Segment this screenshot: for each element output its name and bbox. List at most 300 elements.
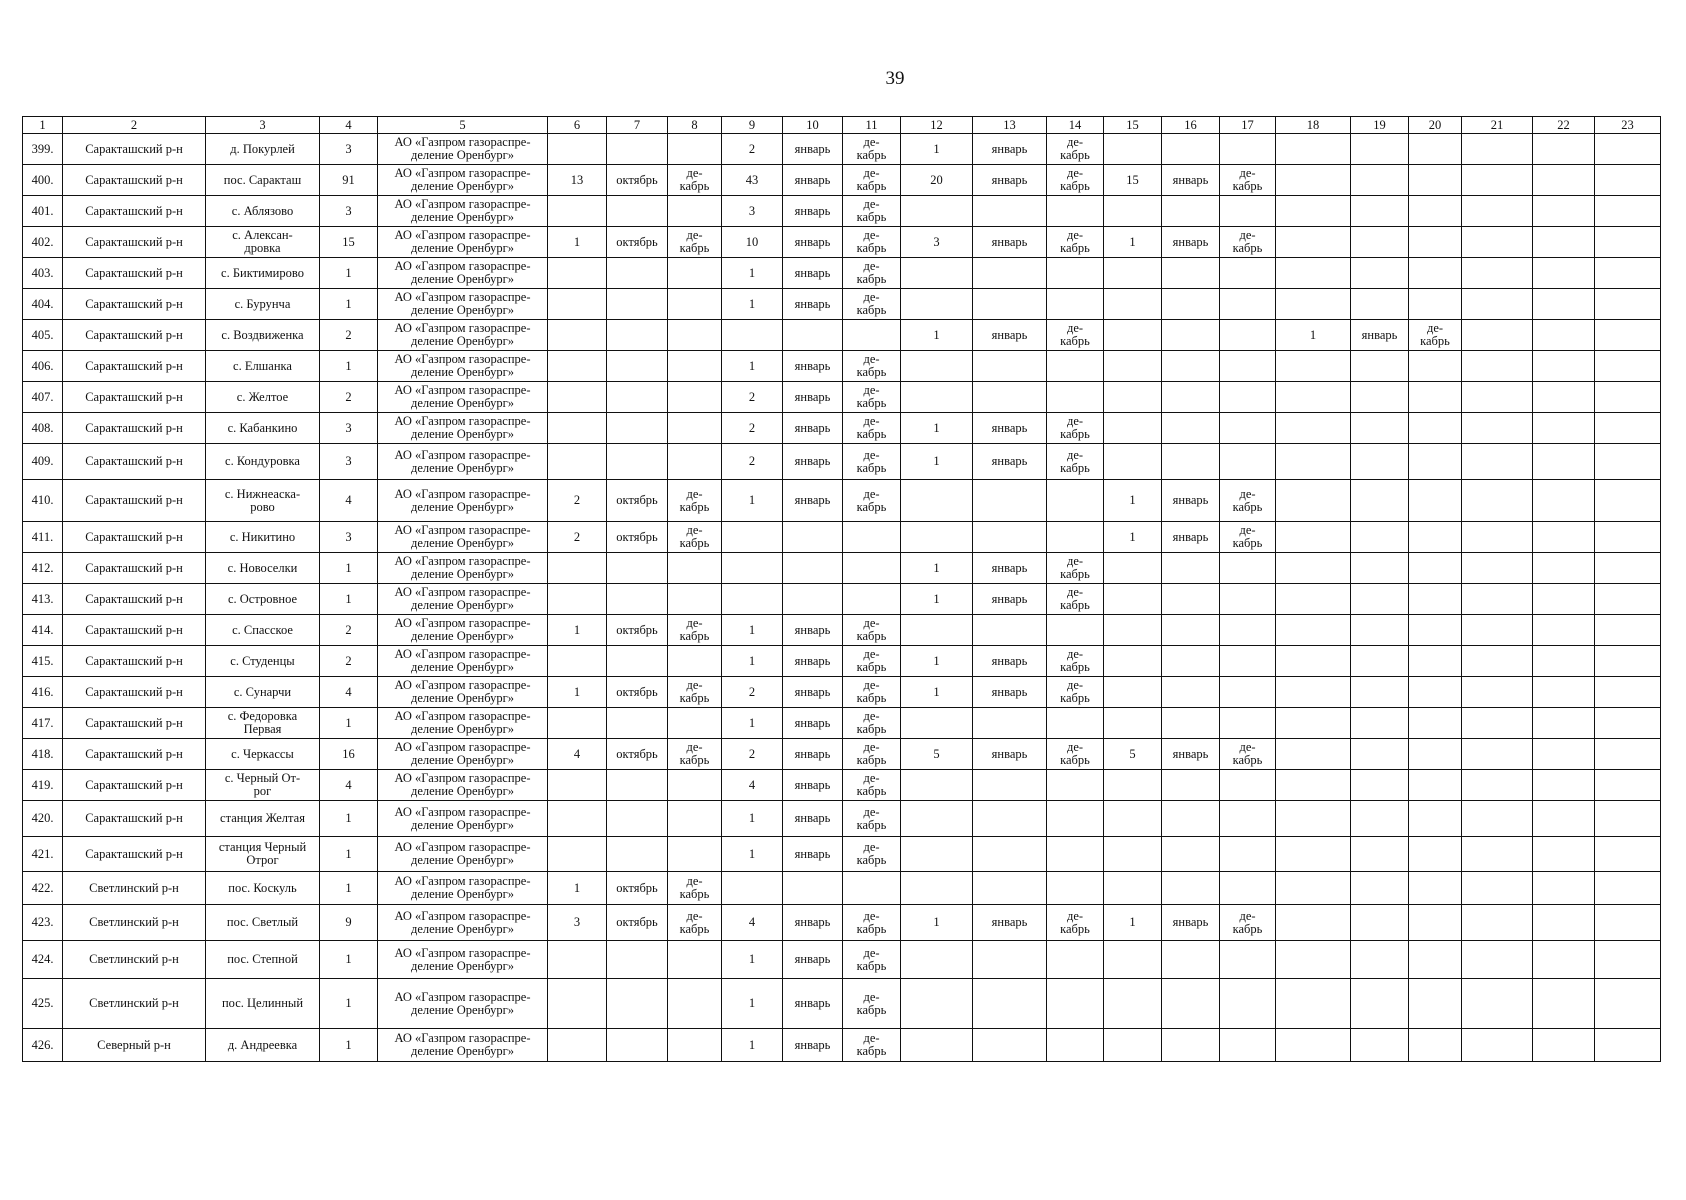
col11-month [843, 708, 901, 739]
col17-month [1220, 941, 1276, 979]
col9-count: 2 [722, 739, 783, 770]
col13-month: январь [973, 677, 1047, 708]
col17-month [1220, 227, 1276, 258]
col8-month-line1: де- [686, 908, 703, 923]
col14-month-line2: кабрь [1060, 460, 1090, 475]
col22-empty [1533, 708, 1595, 739]
col10-month: январь [783, 413, 843, 444]
total-count-cell: 3 [320, 134, 378, 165]
col11-month-line2: кабрь [856, 210, 887, 224]
col8-month [668, 615, 722, 646]
col14-month-line2: кабрь [1060, 179, 1090, 193]
organization-cell-line2: деление Оренбург» [410, 567, 515, 581]
col21-empty [1462, 905, 1533, 941]
col14-month-line2: кабрь [1060, 148, 1090, 162]
organization-cell [378, 382, 548, 413]
col17-month [1220, 480, 1276, 522]
col9-count: 1 [722, 646, 783, 677]
settlement-cell-line2: рог [253, 784, 272, 798]
col17-month [1220, 739, 1276, 770]
col14-month-line1: де- [1066, 740, 1084, 754]
table-row [23, 227, 1661, 258]
col19-month [1351, 584, 1409, 615]
col19-month [1351, 522, 1409, 553]
settlement-cell [206, 584, 320, 615]
col14-month [1047, 979, 1104, 1029]
col21-empty [1462, 258, 1533, 289]
col17-month [1220, 770, 1276, 801]
settlement-cell-line1: станция Черный [218, 840, 307, 854]
organization-cell [378, 320, 548, 351]
col13-month: январь [973, 134, 1047, 165]
col8-month [668, 837, 722, 872]
col15-count: 15 [1104, 165, 1162, 196]
settlement-cell-line1: с. Елшанка [233, 358, 292, 373]
organization-cell-line1: АО «Газпром газораспре- [394, 989, 531, 1004]
col11-month-line1: де- [863, 197, 880, 211]
settlement-cell [206, 522, 320, 553]
column-header-10: 10 [783, 117, 843, 134]
col20-month [1409, 584, 1462, 615]
col15-count [1104, 615, 1162, 646]
column-header-15: 15 [1104, 117, 1162, 134]
col10-month: январь [783, 480, 843, 522]
col16-month [1162, 382, 1220, 413]
col23-empty [1595, 134, 1661, 165]
col19-month [1351, 615, 1409, 646]
col14-month [1047, 351, 1104, 382]
col21-empty [1462, 522, 1533, 553]
col20-month [1409, 480, 1462, 522]
district-cell: Саракташский р-н [63, 382, 206, 413]
col11-month-line1: де- [863, 135, 880, 149]
col13-month [973, 289, 1047, 320]
col16-month [1162, 351, 1220, 382]
col18-count: 1 [1276, 320, 1351, 351]
col16-month [1162, 872, 1220, 905]
col18-count [1276, 289, 1351, 320]
col14-month-line1: де- [1066, 166, 1084, 180]
col8-month [668, 708, 722, 739]
total-count-cell: 15 [320, 227, 378, 258]
organization-cell-line1: АО «Газпром газораспре- [394, 352, 531, 366]
settlement-cell-line2: Первая [243, 722, 282, 736]
col7-month [607, 979, 668, 1029]
col15-count: 5 [1104, 739, 1162, 770]
col10-month: январь [783, 165, 843, 196]
col19-month [1351, 905, 1409, 941]
organization-cell-line2: деление Оренбург» [410, 817, 515, 832]
col8-month-line1: де- [686, 523, 703, 537]
total-count-cell: 3 [320, 413, 378, 444]
col14-month-line2: кабрь [1060, 691, 1090, 705]
col20-month [1409, 677, 1462, 708]
settlement-cell [206, 382, 320, 413]
col7-month: октябрь [607, 739, 668, 770]
col11-month-line2: кабрь [856, 722, 887, 736]
organization-cell [378, 522, 548, 553]
col15-count: 1 [1104, 522, 1162, 553]
col13-month [973, 351, 1047, 382]
col19-month [1351, 941, 1409, 979]
col19-month [1351, 739, 1409, 770]
organization-cell-line1: АО «Газпром газораспре- [394, 383, 531, 397]
col9-count: 10 [722, 227, 783, 258]
col8-month-line2: кабрь [679, 179, 710, 193]
district-cell: Саракташский р-н [63, 165, 206, 196]
col14-month-line1: де- [1066, 908, 1084, 923]
row-number: 402. [23, 227, 63, 258]
col11-month [843, 382, 901, 413]
col15-count [1104, 134, 1162, 165]
col11-month [843, 134, 901, 165]
settlement-cell-line1: пос. Коскуль [228, 880, 297, 895]
col16-month: январь [1162, 905, 1220, 941]
col8-month-line2: кабрь [679, 887, 710, 901]
col20-month [1409, 320, 1462, 351]
col17-month [1220, 615, 1276, 646]
col18-count [1276, 227, 1351, 258]
col14-month [1047, 941, 1104, 979]
col22-empty [1533, 134, 1595, 165]
col8-month [668, 134, 722, 165]
col19-month [1351, 837, 1409, 872]
col19-month [1351, 196, 1409, 227]
col8-month-line1: де- [686, 616, 703, 630]
organization-cell [378, 739, 548, 770]
col16-month [1162, 770, 1220, 801]
organization-cell [378, 165, 548, 196]
col20-month [1409, 979, 1462, 1029]
organization-cell-line2: деление Оренбург» [410, 660, 515, 674]
organization-cell-line2: деление Оренбург» [410, 958, 515, 973]
col17-month [1220, 289, 1276, 320]
table-row [23, 165, 1661, 196]
table-row [23, 413, 1661, 444]
col11-month-line2: кабрь [856, 1044, 887, 1058]
row-number: 408. [23, 413, 63, 444]
settlement-cell [206, 320, 320, 351]
col17-month [1220, 905, 1276, 941]
col19-month [1351, 480, 1409, 522]
col23-empty [1595, 165, 1661, 196]
col23-empty [1595, 444, 1661, 480]
settlement-cell [206, 837, 320, 872]
column-header-11: 11 [843, 117, 901, 134]
table-row [23, 522, 1661, 553]
col12-count [901, 351, 973, 382]
col15-count [1104, 979, 1162, 1029]
col20-month [1409, 227, 1462, 258]
col11-month-line2: кабрь [856, 460, 887, 475]
row-number: 410. [23, 480, 63, 522]
col8-month [668, 905, 722, 941]
col15-count [1104, 708, 1162, 739]
settlement-cell-line2: дровка [244, 241, 281, 255]
col18-count [1276, 646, 1351, 677]
table-row [23, 837, 1661, 872]
settlement-cell [206, 351, 320, 382]
col23-empty [1595, 941, 1661, 979]
settlement-cell-line1: с. Сунарчи [233, 684, 292, 699]
settlement-cell [206, 739, 320, 770]
total-count-cell: 4 [320, 677, 378, 708]
district-cell: Саракташский р-н [63, 615, 206, 646]
col21-empty [1462, 227, 1533, 258]
organization-cell-line2: деление Оренбург» [410, 853, 515, 867]
organization-cell-line1: АО «Газпром газораспре- [394, 228, 531, 242]
col20-month [1409, 444, 1462, 480]
col9-count: 2 [722, 677, 783, 708]
row-number: 417. [23, 708, 63, 739]
col10-month: январь [783, 134, 843, 165]
organization-cell-line1: АО «Газпром газораспре- [394, 874, 531, 888]
col8-month [668, 979, 722, 1029]
organization-cell [378, 770, 548, 801]
col11-month-line2: кабрь [856, 817, 887, 832]
col14-month [1047, 615, 1104, 646]
col22-empty [1533, 677, 1595, 708]
col22-empty [1533, 872, 1595, 905]
col8-month-line1: де- [686, 228, 703, 242]
row-number: 426. [23, 1029, 63, 1062]
organization-cell-line1: АО «Газпром газораспре- [394, 840, 531, 854]
col15-count [1104, 444, 1162, 480]
col17-month [1220, 584, 1276, 615]
total-count-cell: 1 [320, 351, 378, 382]
col9-count [722, 584, 783, 615]
col15-count [1104, 837, 1162, 872]
settlement-cell-line1: с. Новоселки [227, 560, 298, 575]
settlement-cell-line1: с. Бурунча [234, 296, 291, 311]
col13-month: январь [973, 739, 1047, 770]
col18-count [1276, 584, 1351, 615]
col11-month-line2: кабрь [856, 691, 887, 705]
organization-cell-line1: АО «Газпром газораспре- [394, 197, 531, 211]
col23-empty [1595, 227, 1661, 258]
col11-month-line2: кабрь [856, 958, 887, 973]
col21-empty [1462, 1029, 1533, 1062]
col11-month [843, 584, 901, 615]
column-header-7: 7 [607, 117, 668, 134]
settlement-cell-line1: с. Воздвиженка [221, 327, 304, 342]
col11-month [843, 413, 901, 444]
col8-month [668, 351, 722, 382]
col7-month [607, 413, 668, 444]
col11-month-line2: кабрь [856, 853, 887, 867]
col19-month [1351, 134, 1409, 165]
district-cell: Саракташский р-н [63, 320, 206, 351]
column-header-14: 14 [1047, 117, 1104, 134]
col22-empty [1533, 289, 1595, 320]
col6-count [548, 979, 607, 1029]
col17-month [1220, 134, 1276, 165]
col8-month [668, 382, 722, 413]
col18-count [1276, 522, 1351, 553]
col16-month [1162, 979, 1220, 1029]
col22-empty [1533, 801, 1595, 837]
col10-month: январь [783, 770, 843, 801]
total-count-cell: 1 [320, 801, 378, 837]
col14-month-line1: де- [1066, 228, 1084, 242]
col10-month: январь [783, 941, 843, 979]
col7-month [607, 320, 668, 351]
col14-month [1047, 444, 1104, 480]
col11-month-line2: кабрь [856, 272, 887, 286]
col9-count: 1 [722, 289, 783, 320]
organization-cell-line2: деление Оренбург» [410, 921, 515, 936]
district-cell: Саракташский р-н [63, 413, 206, 444]
organization-cell [378, 444, 548, 480]
col13-month [973, 196, 1047, 227]
organization-cell-line2: деление Оренбург» [410, 629, 515, 643]
col11-month-line1: де- [863, 647, 880, 661]
col7-month: октябрь [607, 522, 668, 553]
organization-cell-line1: АО «Газпром газораспре- [394, 486, 531, 501]
col18-count [1276, 739, 1351, 770]
page-number: 39 [885, 68, 905, 89]
col11-month [843, 196, 901, 227]
col22-empty [1533, 165, 1595, 196]
organization-cell-line1: АО «Газпром газораспре- [394, 709, 531, 723]
col6-count [548, 646, 607, 677]
row-number: 399. [23, 134, 63, 165]
settlement-cell-line1: с. Алексан- [232, 228, 293, 242]
col10-month: январь [783, 444, 843, 480]
col16-month [1162, 289, 1220, 320]
col6-count [548, 320, 607, 351]
col14-month-line2: кабрь [1060, 427, 1090, 441]
col18-count [1276, 196, 1351, 227]
col18-count [1276, 615, 1351, 646]
col14-month-line1: де- [1066, 678, 1084, 692]
col23-empty [1595, 382, 1661, 413]
col12-count: 1 [901, 553, 973, 584]
col9-count: 1 [722, 615, 783, 646]
col11-month-line2: кабрь [856, 396, 887, 410]
district-cell: Саракташский р-н [63, 480, 206, 522]
col14-month [1047, 258, 1104, 289]
organization-cell-line2: деление Оренбург» [410, 148, 515, 162]
total-count-cell: 1 [320, 289, 378, 320]
organization-cell [378, 708, 548, 739]
column-header-5: 5 [378, 117, 548, 134]
col17-month-line2: кабрь [1232, 536, 1263, 550]
col11-month-line1: де- [863, 840, 880, 854]
settlement-cell-line2: Отрог [246, 853, 279, 867]
settlement-cell-line1: с. Желтое [236, 389, 289, 404]
col17-month-line1: де- [1239, 740, 1256, 754]
col11-month [843, 801, 901, 837]
table-row [23, 739, 1661, 770]
col11-month-line1: де- [863, 989, 880, 1004]
organization-cell-line2: деление Оренбург» [410, 396, 515, 410]
organization-cell-line1: АО «Газпром газораспре- [394, 290, 531, 304]
col17-month-line2: кабрь [1232, 499, 1263, 514]
organization-cell-line2: деление Оренбург» [410, 691, 515, 705]
col20-month [1409, 413, 1462, 444]
col12-count [901, 979, 973, 1029]
col23-empty [1595, 522, 1661, 553]
col11-month-line2: кабрь [856, 784, 887, 798]
col12-count [901, 522, 973, 553]
col17-month-line1: де- [1239, 523, 1256, 537]
col6-count [548, 134, 607, 165]
row-number: 412. [23, 553, 63, 584]
column-header-19: 19 [1351, 117, 1409, 134]
row-number: 416. [23, 677, 63, 708]
organization-cell [378, 646, 548, 677]
col19-month [1351, 444, 1409, 480]
district-cell: Светлинский р-н [63, 941, 206, 979]
col17-month [1220, 165, 1276, 196]
col7-month [607, 444, 668, 480]
organization-cell [378, 905, 548, 941]
col10-month: январь [783, 382, 843, 413]
column-header-8: 8 [668, 117, 722, 134]
col14-month [1047, 553, 1104, 584]
col11-month [843, 258, 901, 289]
col19-month [1351, 351, 1409, 382]
col12-count: 1 [901, 905, 973, 941]
col11-month-line1: де- [863, 383, 880, 397]
col11-month-line2: кабрь [856, 427, 887, 441]
row-number: 406. [23, 351, 63, 382]
col15-count [1104, 584, 1162, 615]
col13-month [973, 480, 1047, 522]
col11-month-line1: де- [863, 486, 880, 501]
col13-month [973, 1029, 1047, 1062]
col21-empty [1462, 801, 1533, 837]
organization-cell-line2: деление Оренбург» [410, 1002, 515, 1017]
col17-month [1220, 413, 1276, 444]
col7-month [607, 134, 668, 165]
col11-month [843, 522, 901, 553]
total-count-cell: 1 [320, 1029, 378, 1062]
col17-month [1220, 553, 1276, 584]
col17-month-line2: кабрь [1232, 753, 1263, 767]
col16-month [1162, 646, 1220, 677]
col6-count [548, 708, 607, 739]
col18-count [1276, 553, 1351, 584]
col8-month [668, 165, 722, 196]
col16-month [1162, 258, 1220, 289]
col23-empty [1595, 480, 1661, 522]
col14-month [1047, 196, 1104, 227]
col16-month [1162, 677, 1220, 708]
col14-month [1047, 134, 1104, 165]
col18-count [1276, 770, 1351, 801]
col13-month: январь [973, 553, 1047, 584]
col7-month: октябрь [607, 615, 668, 646]
column-header-18: 18 [1276, 117, 1351, 134]
col23-empty [1595, 413, 1661, 444]
col10-month: январь [783, 227, 843, 258]
col12-count [901, 480, 973, 522]
col15-count: 1 [1104, 227, 1162, 258]
col10-month: январь [783, 677, 843, 708]
col14-month [1047, 801, 1104, 837]
col17-month [1220, 258, 1276, 289]
col13-month: январь [973, 413, 1047, 444]
col23-empty [1595, 351, 1661, 382]
total-count-cell: 1 [320, 258, 378, 289]
col21-empty [1462, 677, 1533, 708]
district-cell: Саракташский р-н [63, 739, 206, 770]
col11-month-line1: де- [863, 616, 880, 630]
col11-month [843, 905, 901, 941]
col10-month: январь [783, 837, 843, 872]
